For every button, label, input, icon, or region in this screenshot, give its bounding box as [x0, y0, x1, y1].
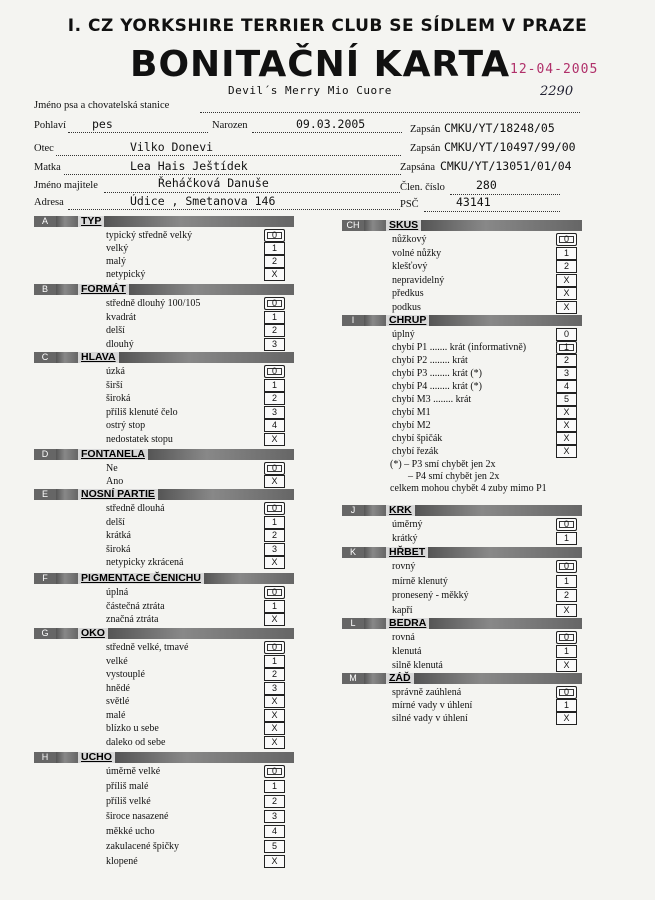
- section-letter: A: [34, 216, 56, 227]
- option-code-box: 5: [556, 393, 577, 406]
- option-code-box: 1: [556, 532, 577, 545]
- section-letter: M: [342, 673, 364, 684]
- option-code-box: 1: [556, 645, 577, 658]
- section-name: HLAVA: [78, 352, 119, 363]
- section-bar: [56, 628, 78, 639]
- option-code-box: X: [556, 659, 577, 672]
- mother-reg-label: Zapsána: [400, 162, 435, 173]
- mother-value: Lea Hais Ještídek: [130, 159, 248, 173]
- section-name: OKO: [78, 628, 108, 639]
- section-bar: [421, 220, 582, 231]
- option-label: chybí M3 ........ krát: [392, 394, 472, 405]
- option-code-box: X: [556, 301, 577, 314]
- section-name: BEDRA: [386, 618, 429, 629]
- father-reg-label: Zapsán: [410, 143, 441, 154]
- sex-label: Pohlaví: [34, 120, 67, 131]
- handwritten-number: 2290: [540, 84, 574, 99]
- father-line: [56, 143, 401, 156]
- father-label: Otec: [34, 143, 54, 154]
- option-label: klešťový: [392, 261, 428, 272]
- date-stamp: 12-04-2005: [510, 62, 599, 77]
- section-bar: [108, 628, 294, 639]
- option-label: nedostatek stopu: [106, 433, 173, 445]
- section-bar: [364, 673, 386, 684]
- section-header: [34, 572, 294, 585]
- section-name: HŘBET: [386, 547, 428, 558]
- option-code-box: X: [556, 712, 577, 725]
- section-bar: [428, 547, 582, 558]
- section-name: FONTANELA: [78, 449, 148, 460]
- option-label: podkus: [392, 301, 421, 313]
- option-label: mírné vady v úhlení: [392, 700, 473, 711]
- section-bar: [115, 752, 294, 763]
- option-label: volné nůžky: [392, 247, 442, 259]
- option-label: velký: [106, 243, 129, 254]
- option-label: širší: [106, 379, 123, 391]
- chrup-note: celkem mohou chybět 4 zuby mimo P1: [390, 483, 547, 494]
- section-header: [34, 488, 294, 501]
- section-header: [34, 351, 294, 364]
- option-code-box: 0: [556, 560, 577, 573]
- option-label: krátká: [106, 530, 131, 541]
- section-bar: [56, 284, 78, 295]
- option-code-box: 2: [556, 589, 577, 602]
- psc-label: PSČ: [400, 199, 419, 210]
- option-code-box: 2: [264, 668, 285, 681]
- registered-label: Zapsán: [410, 124, 441, 135]
- section-letter: D: [34, 449, 56, 460]
- option-code-box: 1: [264, 780, 285, 793]
- section-header: [34, 283, 294, 296]
- owner-label: Jméno majitele: [34, 180, 98, 191]
- section-name: ZÁĎ: [386, 673, 414, 684]
- option-code-box: 0: [556, 328, 577, 341]
- option-label: netypický: [106, 269, 146, 280]
- section-bar: [148, 449, 294, 460]
- section-name: CHRUP: [386, 315, 429, 326]
- section-bar: [364, 220, 386, 231]
- option-code-box: 0: [264, 586, 285, 599]
- section-bar: [119, 352, 294, 363]
- option-label: krátký: [392, 532, 418, 544]
- section-bar: [414, 673, 582, 684]
- option-code-box: 1: [264, 655, 285, 668]
- option-label: chybí P4 ........ krát (*): [392, 381, 482, 392]
- section-name: PIGMENTACE ČENICHU: [78, 573, 204, 584]
- option-label: netypicky zkrácená: [106, 557, 184, 568]
- option-code-box: 3: [264, 810, 285, 823]
- option-label: nůžkový: [392, 234, 427, 245]
- option-code-box: 2: [556, 354, 577, 367]
- option-code-box: 0: [264, 765, 285, 778]
- option-code-box: 1: [556, 247, 577, 260]
- section-bar: [56, 573, 78, 584]
- father-value: Vilko Donevi: [130, 140, 214, 154]
- section-letter: F: [34, 573, 56, 584]
- section-bar: [56, 216, 78, 227]
- option-code-box: 5: [264, 840, 285, 853]
- section-header: [342, 219, 582, 232]
- option-label: zakulacené špičky: [106, 841, 180, 852]
- section-bar: [204, 573, 294, 584]
- section-header: [342, 617, 582, 630]
- dog-name: Devil´s Merry Mio Cuore: [228, 84, 392, 97]
- option-code-box: 1: [556, 575, 577, 588]
- section-name: KRK: [386, 505, 415, 516]
- section-letter: E: [34, 489, 56, 500]
- option-code-box: X: [556, 432, 577, 445]
- option-label: dlouhý: [106, 338, 134, 350]
- option-code-box: 0: [264, 229, 285, 242]
- option-code-box: 1: [264, 600, 285, 613]
- option-label: mírně klenutý: [392, 575, 448, 587]
- option-label: silné vady v úhlení: [392, 713, 468, 724]
- option-code-box: 1: [264, 311, 285, 324]
- section-letter: CH: [342, 220, 364, 231]
- option-code-box: 4: [264, 419, 285, 432]
- option-label: středně velké, tmavé: [106, 642, 189, 653]
- member-value: 280: [476, 178, 497, 192]
- option-code-box: X: [264, 695, 285, 708]
- option-code-box: X: [264, 709, 285, 722]
- option-label: daleko od sebe: [106, 736, 166, 748]
- section-header: [34, 448, 294, 461]
- option-label: úměrný: [392, 519, 423, 530]
- section-bar: [364, 315, 386, 326]
- section-name: SKUS: [386, 220, 421, 231]
- option-code-box: 0: [264, 297, 285, 310]
- option-label: chybí P3 ........ krát (*): [392, 368, 482, 379]
- section-header: [342, 546, 582, 559]
- psc-value: 43141: [456, 195, 491, 209]
- option-label: úplný: [392, 329, 415, 340]
- option-code-box: X: [264, 613, 285, 626]
- option-code-box: 3: [264, 338, 285, 351]
- option-label: pronesený - měkký: [392, 590, 469, 601]
- option-label: silně klenutá: [392, 660, 443, 671]
- option-label: chybí P1 ....... krát (informativně): [392, 342, 527, 353]
- sex-line: [68, 120, 208, 133]
- option-code-box: X: [264, 475, 285, 488]
- option-code-box: 0: [264, 462, 285, 475]
- option-code-box: 2: [264, 392, 285, 405]
- option-label: hnědé: [106, 682, 130, 694]
- section-letter: I: [342, 315, 364, 326]
- section-header: [342, 314, 582, 327]
- option-code-box: 4: [264, 825, 285, 838]
- option-code-box: 2: [264, 324, 285, 337]
- option-label: středně dlouhý 100/105: [106, 298, 201, 309]
- option-label: příliš velké: [106, 796, 151, 807]
- owner-value: Řeháčková Danuše: [158, 176, 269, 190]
- option-label: široce nasazené: [106, 811, 169, 822]
- section-bar: [129, 284, 294, 295]
- section-header: [34, 751, 294, 764]
- option-label: chybí M2: [392, 420, 431, 431]
- section-name: TYP: [78, 216, 104, 227]
- option-label: rovný: [392, 561, 416, 572]
- option-label: chybí M1: [392, 407, 431, 418]
- option-label: příliš klenuté čelo: [106, 406, 178, 418]
- option-label: úplná: [106, 587, 129, 598]
- born-value: 09.03.2005: [296, 117, 366, 131]
- option-code-box: X: [264, 736, 285, 749]
- option-label: vystouplé: [106, 669, 145, 680]
- option-label: široká: [106, 543, 131, 555]
- option-label: blízko u sebe: [106, 723, 159, 734]
- option-code-box: 0: [264, 641, 285, 654]
- option-label: Ne: [106, 463, 118, 474]
- option-code-box: 2: [264, 795, 285, 808]
- option-label: předkus: [392, 288, 424, 299]
- option-code-box: X: [556, 419, 577, 432]
- option-label: delší: [106, 516, 125, 528]
- option-code-box: X: [264, 722, 285, 735]
- section-letter: G: [34, 628, 56, 639]
- option-label: chybí P2 ........ krát: [392, 355, 468, 366]
- section-letter: C: [34, 352, 56, 363]
- section-bar: [364, 618, 386, 629]
- option-code-box: X: [264, 268, 285, 281]
- address-label: Adresa: [34, 197, 64, 208]
- option-label: správně zaúhlená: [392, 687, 462, 698]
- option-code-box: 0: [556, 631, 577, 644]
- option-code-box: X: [556, 287, 577, 300]
- option-code-box: 3: [264, 543, 285, 556]
- option-label: kapří: [392, 604, 413, 616]
- registered-value: CMKU/YT/18248/05: [444, 121, 555, 135]
- section-bar: [104, 216, 294, 227]
- psc-line: [424, 199, 560, 212]
- name-label: Jméno psa a chovatelská stanice: [34, 100, 170, 111]
- option-label: rovná: [392, 632, 415, 643]
- option-label: Ano: [106, 476, 124, 487]
- option-label: světlé: [106, 696, 130, 707]
- name-line: [200, 100, 580, 113]
- section-letter: J: [342, 505, 364, 516]
- option-code-box: 1: [264, 242, 285, 255]
- option-label: ostrý stop: [106, 420, 146, 431]
- option-code-box: 1: [264, 379, 285, 392]
- option-label: nepravidelný: [392, 274, 445, 286]
- option-label: chybí špičák: [392, 433, 443, 444]
- option-label: typický středně velký: [106, 230, 193, 241]
- section-header: [34, 215, 294, 228]
- address-value: Údice , Smetanova 146: [130, 194, 276, 208]
- section-name: UCHO: [78, 752, 115, 763]
- father-reg-value: CMKU/YT/10497/99/00: [444, 140, 576, 154]
- option-code-box: X: [556, 406, 577, 419]
- option-code-box: 0: [556, 518, 577, 531]
- page-title: BONITAČNÍ KARTA: [130, 44, 511, 85]
- option-label: částečná ztráta: [106, 600, 165, 612]
- member-line: [450, 182, 560, 195]
- option-code-box: X: [556, 445, 577, 458]
- option-code-box: 3: [556, 367, 577, 380]
- option-label: široká: [106, 393, 131, 404]
- section-bar: [56, 489, 78, 500]
- option-label: značná ztráta: [106, 614, 159, 625]
- option-code-box: X: [264, 433, 285, 446]
- option-code-box: 0: [556, 686, 577, 699]
- option-code-box: X: [264, 855, 285, 868]
- option-code-box: 0: [264, 502, 285, 515]
- chrup-note: (*) – P3 smí chybět jen 2x: [390, 459, 496, 470]
- option-code-box: 4: [556, 380, 577, 393]
- option-code-box: 2: [264, 529, 285, 542]
- option-label: chybí řezák: [392, 446, 439, 457]
- sex-value: pes: [92, 117, 113, 131]
- option-label: středně dlouhá: [106, 503, 165, 514]
- section-letter: B: [34, 284, 56, 295]
- option-label: velké: [106, 655, 128, 667]
- option-code-box: 2: [556, 260, 577, 273]
- member-label: Člen. číslo: [400, 182, 445, 193]
- section-header: [342, 672, 582, 685]
- option-label: úzká: [106, 366, 125, 377]
- section-letter: L: [342, 618, 364, 629]
- option-label: malý: [106, 256, 126, 267]
- option-code-box: X: [556, 604, 577, 617]
- section-letter: K: [342, 547, 364, 558]
- option-code-box: 1: [556, 699, 577, 712]
- section-bar: [415, 505, 582, 516]
- section-bar: [429, 315, 582, 326]
- section-bar: [364, 505, 386, 516]
- option-label: klopené: [106, 856, 138, 867]
- section-name: NOSNÍ PARTIE: [78, 489, 158, 500]
- section-bar: [56, 449, 78, 460]
- option-code-box: 1: [556, 341, 577, 354]
- option-code-box: 2: [264, 255, 285, 268]
- option-code-box: X: [264, 556, 285, 569]
- option-label: kvadrát: [106, 311, 136, 323]
- option-code-box: 3: [264, 682, 285, 695]
- club-name: I. CZ YORKSHIRE TERRIER CLUB SE SÍDLEM V PRAZE: [67, 16, 588, 36]
- mother-reg-value: CMKU/YT/13051/01/04: [440, 159, 572, 173]
- section-bar: [56, 352, 78, 363]
- chrup-note: – P4 smí chybět jen 2x: [408, 471, 500, 482]
- section-bar: [429, 618, 582, 629]
- option-code-box: 3: [264, 406, 285, 419]
- section-letter: H: [34, 752, 56, 763]
- born-label: Narozen: [212, 120, 248, 131]
- option-label: malé: [106, 709, 126, 721]
- section-name: FORMÁT: [78, 284, 129, 295]
- mother-label: Matka: [34, 162, 61, 173]
- section-header: [342, 504, 582, 517]
- option-label: příliš malé: [106, 781, 149, 792]
- section-bar: [158, 489, 294, 500]
- option-code-box: 1: [264, 516, 285, 529]
- option-code-box: X: [556, 274, 577, 287]
- section-header: [34, 627, 294, 640]
- option-label: delší: [106, 325, 125, 336]
- option-code-box: 0: [556, 233, 577, 246]
- option-code-box: 0: [264, 365, 285, 378]
- section-bar: [364, 547, 386, 558]
- option-label: úměrně velké: [106, 766, 161, 777]
- option-label: měkké ucho: [106, 826, 155, 837]
- section-bar: [56, 752, 78, 763]
- option-label: klenutá: [392, 646, 422, 657]
